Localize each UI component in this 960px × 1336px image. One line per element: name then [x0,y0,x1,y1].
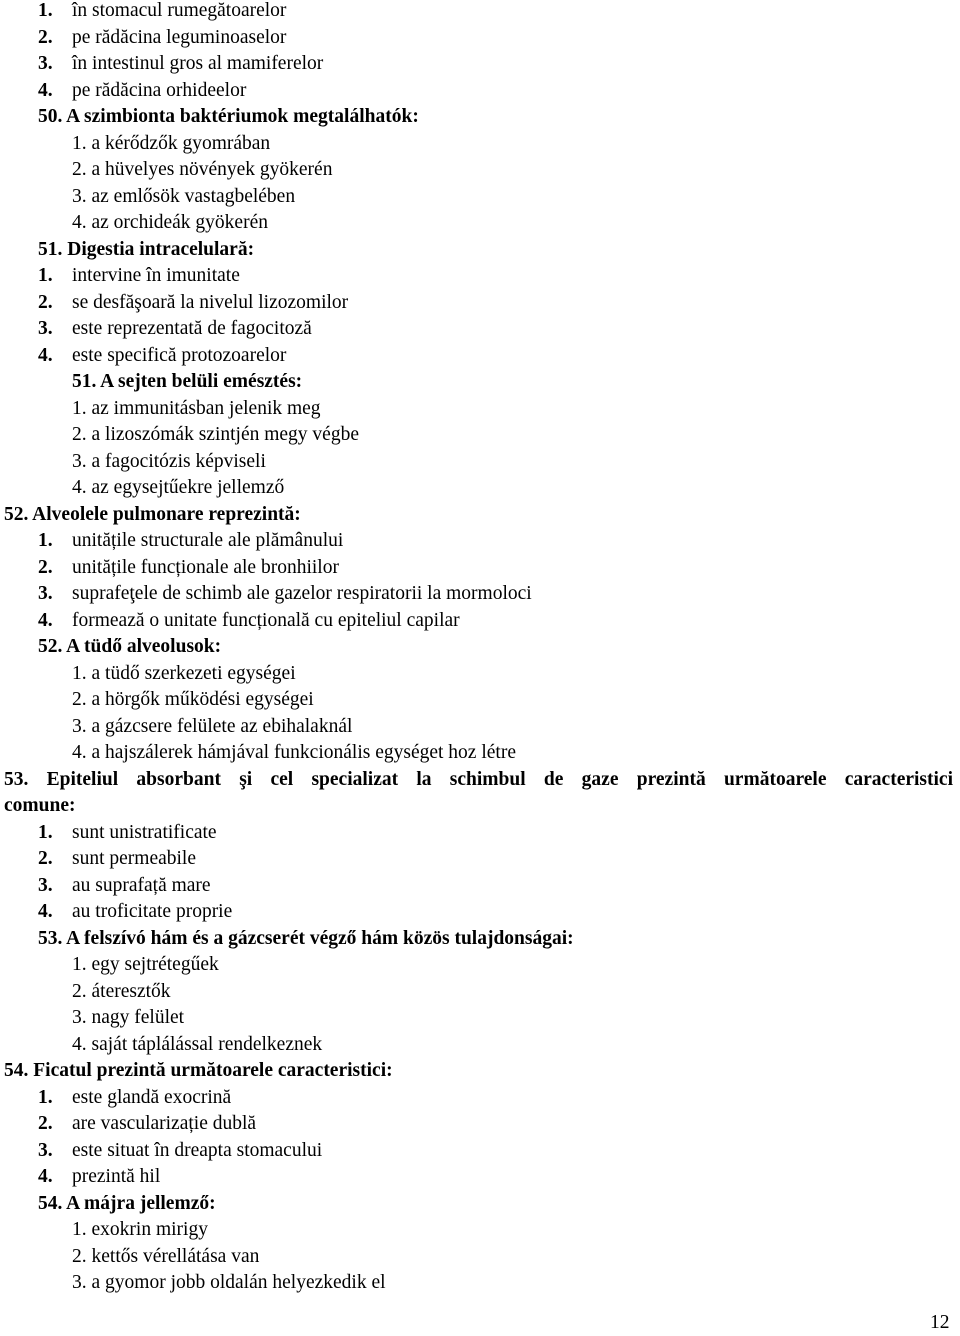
option-text: unitățile structurale ale plămânului [72,530,344,551]
option-text: este situat în dreapta stomacului [72,1139,323,1161]
option-text: 4. az orchideák gyökerén [72,212,268,233]
option-text: 4. saját táplálással rendelkeznek [72,1033,323,1055]
answer-option [0,475,960,501]
answer-option [0,1244,960,1270]
option-number: 4. [38,79,53,101]
answer-option [0,1111,960,1137]
answer-option [0,1164,960,1190]
option-text: 3. nagy felület [72,1007,185,1028]
question-heading [0,369,960,395]
answer-option [0,449,960,475]
answer-option [0,78,960,104]
option-text: pe rădăcina leguminoaselor [72,26,287,48]
answer-option [0,396,960,422]
option-number: 4. [38,1166,53,1187]
option-text: are vascularizație dublă [72,1113,257,1134]
option-text: 4. a hajszálerek hámjával funkcionális egységet hoz létre [72,742,516,763]
answer-option [0,210,960,236]
option-text: 1. az immunitásban jelenik meg [72,397,321,419]
option-text: 3. a fagocitózis képviseli [72,450,266,472]
option-text: pe rădăcina orhideelor [72,79,247,101]
question-text: 54. A májra jellemző: [38,1192,216,1214]
answer-option [0,661,960,687]
option-number: 2. [38,291,53,313]
question-heading [0,104,960,130]
question-heading [0,1058,960,1084]
answer-option [0,1270,960,1296]
option-text: se desfăşoară la nivelul lizozomilor [72,291,349,313]
option-number: 3. [38,53,53,74]
answer-option [0,581,960,607]
page-number: 12 [930,1312,950,1333]
option-text: 2. a hüvelyes növények gyökerén [72,159,333,180]
question-heading [0,793,960,819]
answer-option [0,25,960,51]
answer-option [0,1005,960,1031]
answer-option [0,687,960,713]
option-text: în intestinul gros al mamiferelor [72,53,324,74]
answer-option [0,1217,960,1243]
answer-option [0,51,960,77]
answer-option [0,343,960,369]
answer-option [0,1032,960,1058]
answer-option [0,979,960,1005]
option-text: 2. a hörgők működési egységei [72,689,314,710]
question-heading [0,767,960,793]
question-text: 50. A szimbionta baktériumok megtalálhatók: [38,106,419,127]
answer-option [0,157,960,183]
question-text: 51. A sejten belüli emésztés: [72,371,303,392]
option-number: 3. [38,318,53,339]
option-text: prezintă hil [72,1166,161,1187]
option-number: 4. [38,344,53,366]
answer-option [0,263,960,289]
answer-option [0,873,960,899]
option-number: 1. [38,265,53,286]
answer-option [0,0,960,24]
option-text: 3. a gyomor jobb oldalán helyezkedik el [72,1272,386,1293]
option-text: este glandă exocrină [72,1086,232,1108]
question-text: 53. Epiteliul absorbant şi cel specializat la schimbul de gaze prezintă următoarele caracteristici [4,768,953,790]
option-text: sunt unistratificate [72,821,217,843]
answer-option [0,316,960,342]
answer-option [0,555,960,581]
option-number: 2. [38,1113,53,1134]
answer-option [0,608,960,634]
question-heading [0,1191,960,1217]
question-heading [0,237,960,263]
answer-option [0,740,960,766]
option-number: 1. [38,1086,53,1108]
question-heading [0,502,960,528]
option-text: 1. exokrin mirigy [72,1219,208,1240]
option-text: suprafeţele de schimb ale gazelor respiratorii la mormoloci [72,583,532,604]
answer-option [0,1085,960,1111]
question-heading [0,634,960,660]
option-text: 4. az egysejtűekre jellemző [72,477,285,498]
option-number: 3. [38,1139,53,1161]
option-number: 2. [38,26,53,48]
option-text: unitățile funcționale ale bronhiilor [72,556,339,578]
answer-option [0,422,960,448]
option-text: 1. a kérődzők gyomrában [72,132,271,154]
answer-option [0,846,960,872]
question-text: 52. A tüdő alveolusok: [38,636,222,657]
question-text: 52. Alveolele pulmonare reprezintă: [4,503,301,525]
option-text: 2. áteresztők [72,980,171,1002]
option-text: 1. a tüdő szerkezeti egységei [72,662,296,684]
option-text: 2. a lizoszómák szintjén megy végbe [72,424,359,445]
option-text: 1. egy sejtrétegűek [72,954,219,975]
option-text: intervine în imunitate [72,265,240,286]
answer-option [0,952,960,978]
option-text: este specifică protozoarelor [72,344,287,366]
question-text: 51. Digestia intracelulară: [38,238,255,260]
answer-option [0,714,960,740]
answer-option [0,528,960,554]
option-number: 4. [38,609,53,631]
answer-option [0,820,960,846]
option-number: 2. [38,848,53,869]
question-text: 54. Ficatul prezintă următoarele caracteristici: [4,1060,393,1081]
answer-option [0,184,960,210]
answer-option [0,131,960,157]
question-text: comune: [4,795,76,816]
option-text: au suprafață mare [72,874,211,896]
answer-option [0,899,960,925]
option-number: 3. [38,583,53,604]
answer-option [0,290,960,316]
option-number: 1. [38,0,53,21]
option-number: 1. [38,530,53,551]
option-text: 2. kettős vérellátása van [72,1245,260,1267]
option-text: în stomacul rumegătoarelor [72,0,287,21]
option-text: 3. az emlősök vastagbelében [72,185,296,207]
option-text: au troficitate proprie [72,901,233,922]
option-text: formează o unitate funcțională cu epiteliul capilar [72,609,460,631]
option-number: 1. [38,821,53,843]
option-text: sunt permeabile [72,848,196,869]
option-number: 2. [38,556,53,578]
option-number: 3. [38,874,53,896]
question-text: 53. A felszívó hám és a gázcserét végző hám közös tulajdonságai: [38,927,574,949]
option-number: 4. [38,901,53,922]
option-text: este reprezentată de fagocitoză [72,318,312,339]
question-heading [0,926,960,952]
option-text: 3. a gázcsere felülete az ebihalaknál [72,715,353,737]
answer-option [0,1138,960,1164]
